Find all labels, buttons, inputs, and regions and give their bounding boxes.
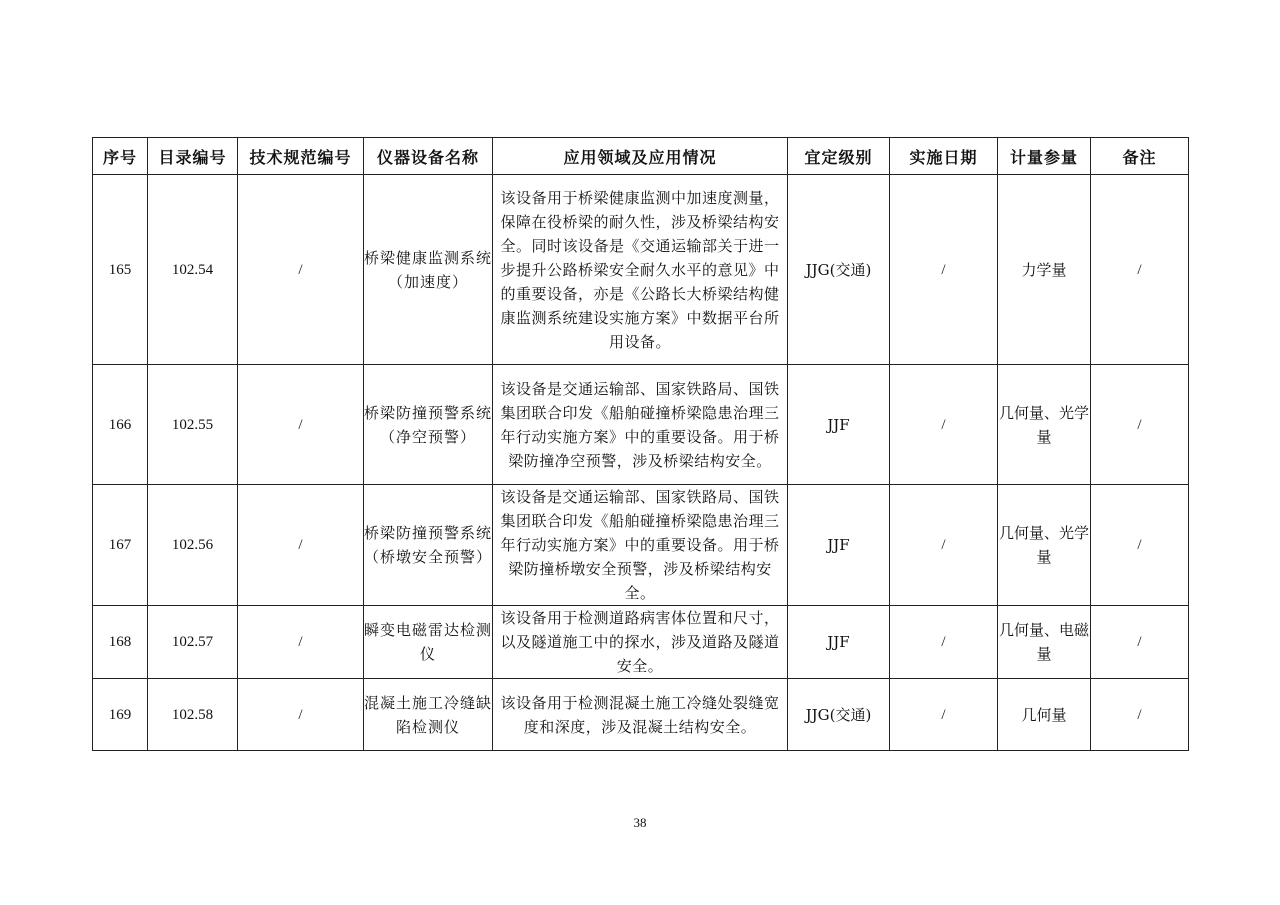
cell-date: /: [890, 679, 998, 751]
cell-name: 混凝土施工冷缝缺陷检测仪: [364, 679, 493, 751]
cell-remarks: /: [1091, 175, 1189, 365]
table-row: [93, 175, 1189, 365]
cell-date: /: [890, 606, 998, 679]
cell-params: 几何量、电磁量: [998, 606, 1091, 679]
cell-seq: 165: [93, 175, 148, 365]
header-remarks: 备注: [1091, 138, 1189, 175]
header-seq: 序号: [93, 138, 148, 175]
cell-catalog-no: 102.55: [148, 365, 238, 485]
cell-catalog-no: 102.58: [148, 679, 238, 751]
cell-params: 几何量、光学量: [998, 365, 1091, 485]
header-application: 应用领域及应用情况: [493, 138, 788, 175]
cell-level: JJF: [788, 365, 890, 485]
cell-name: 桥梁防撞预警系统（桥墩安全预警）: [364, 485, 493, 606]
cell-level: JJF: [788, 606, 890, 679]
cell-level: JJG(交通): [788, 175, 890, 365]
cell-catalog-no: 102.54: [148, 175, 238, 365]
cell-spec-no: /: [238, 606, 364, 679]
cell-date: /: [890, 485, 998, 606]
table-row: [93, 365, 1189, 485]
cell-spec-no: /: [238, 175, 364, 365]
header-row: [93, 138, 1189, 175]
cell-application: 该设备是交通运输部、国家铁路局、国铁集团联合印发《船舶碰撞桥梁隐患治理三年行动实施方案》中的重要设备。用于桥梁防撞净空预警，涉及桥梁结构安全。: [493, 365, 788, 485]
cell-remarks: /: [1091, 365, 1189, 485]
cell-date: /: [890, 365, 998, 485]
cell-application: 该设备用于检测混凝土施工冷缝处裂缝宽度和深度，涉及混凝土结构安全。: [493, 679, 788, 751]
cell-remarks: /: [1091, 606, 1189, 679]
header-params: 计量参量: [998, 138, 1091, 175]
cell-seq: 168: [93, 606, 148, 679]
cell-params: 力学量: [998, 175, 1091, 365]
header-spec-no: 技术规范编号: [238, 138, 364, 175]
cell-name: 瞬变电磁雷达检测仪: [364, 606, 493, 679]
cell-application: 该设备是交通运输部、国家铁路局、国铁集团联合印发《船舶碰撞桥梁隐患治理三年行动实施方案》中的重要设备。用于桥梁防撞桥墩安全预警，涉及桥梁结构安全。: [493, 485, 788, 606]
cell-remarks: /: [1091, 679, 1189, 751]
cell-seq: 166: [93, 365, 148, 485]
table-row: [93, 679, 1189, 751]
cell-name: 桥梁防撞预警系统（净空预警）: [364, 365, 493, 485]
instrument-catalog-table: [92, 137, 1189, 751]
table-row: [93, 606, 1189, 679]
header-level: 宜定级别: [788, 138, 890, 175]
cell-remarks: /: [1091, 485, 1189, 606]
cell-spec-no: /: [238, 679, 364, 751]
cell-date: /: [890, 175, 998, 365]
cell-application: 该设备用于检测道路病害体位置和尺寸，以及隧道施工中的探水，涉及道路及隧道安全。: [493, 606, 788, 679]
header-catalog-no: 目录编号: [148, 138, 238, 175]
header-name: 仪器设备名称: [364, 138, 493, 175]
cell-level: JJG(交通): [788, 679, 890, 751]
cell-catalog-no: 102.56: [148, 485, 238, 606]
cell-catalog-no: 102.57: [148, 606, 238, 679]
cell-spec-no: /: [238, 485, 364, 606]
cell-params: 几何量: [998, 679, 1091, 751]
table-row: [93, 485, 1189, 606]
header-date: 实施日期: [890, 138, 998, 175]
cell-name: 桥梁健康监测系统（加速度）: [364, 175, 493, 365]
page-number: 38: [633, 815, 647, 830]
cell-level: JJF: [788, 485, 890, 606]
cell-seq: 167: [93, 485, 148, 606]
cell-application: 该设备用于桥梁健康监测中加速度测量，保障在役桥梁的耐久性，涉及桥梁结构安全。同时该设备是《交通运输部关于进一步提升公路桥梁安全耐久水平的意见》中的重要设备，亦是《公路长大桥梁结构健康监测系统建设实施方案》中数据平台所用设备。: [493, 175, 788, 365]
cell-seq: 169: [93, 679, 148, 751]
cell-spec-no: /: [238, 365, 364, 485]
cell-params: 几何量、光学量: [998, 485, 1091, 606]
